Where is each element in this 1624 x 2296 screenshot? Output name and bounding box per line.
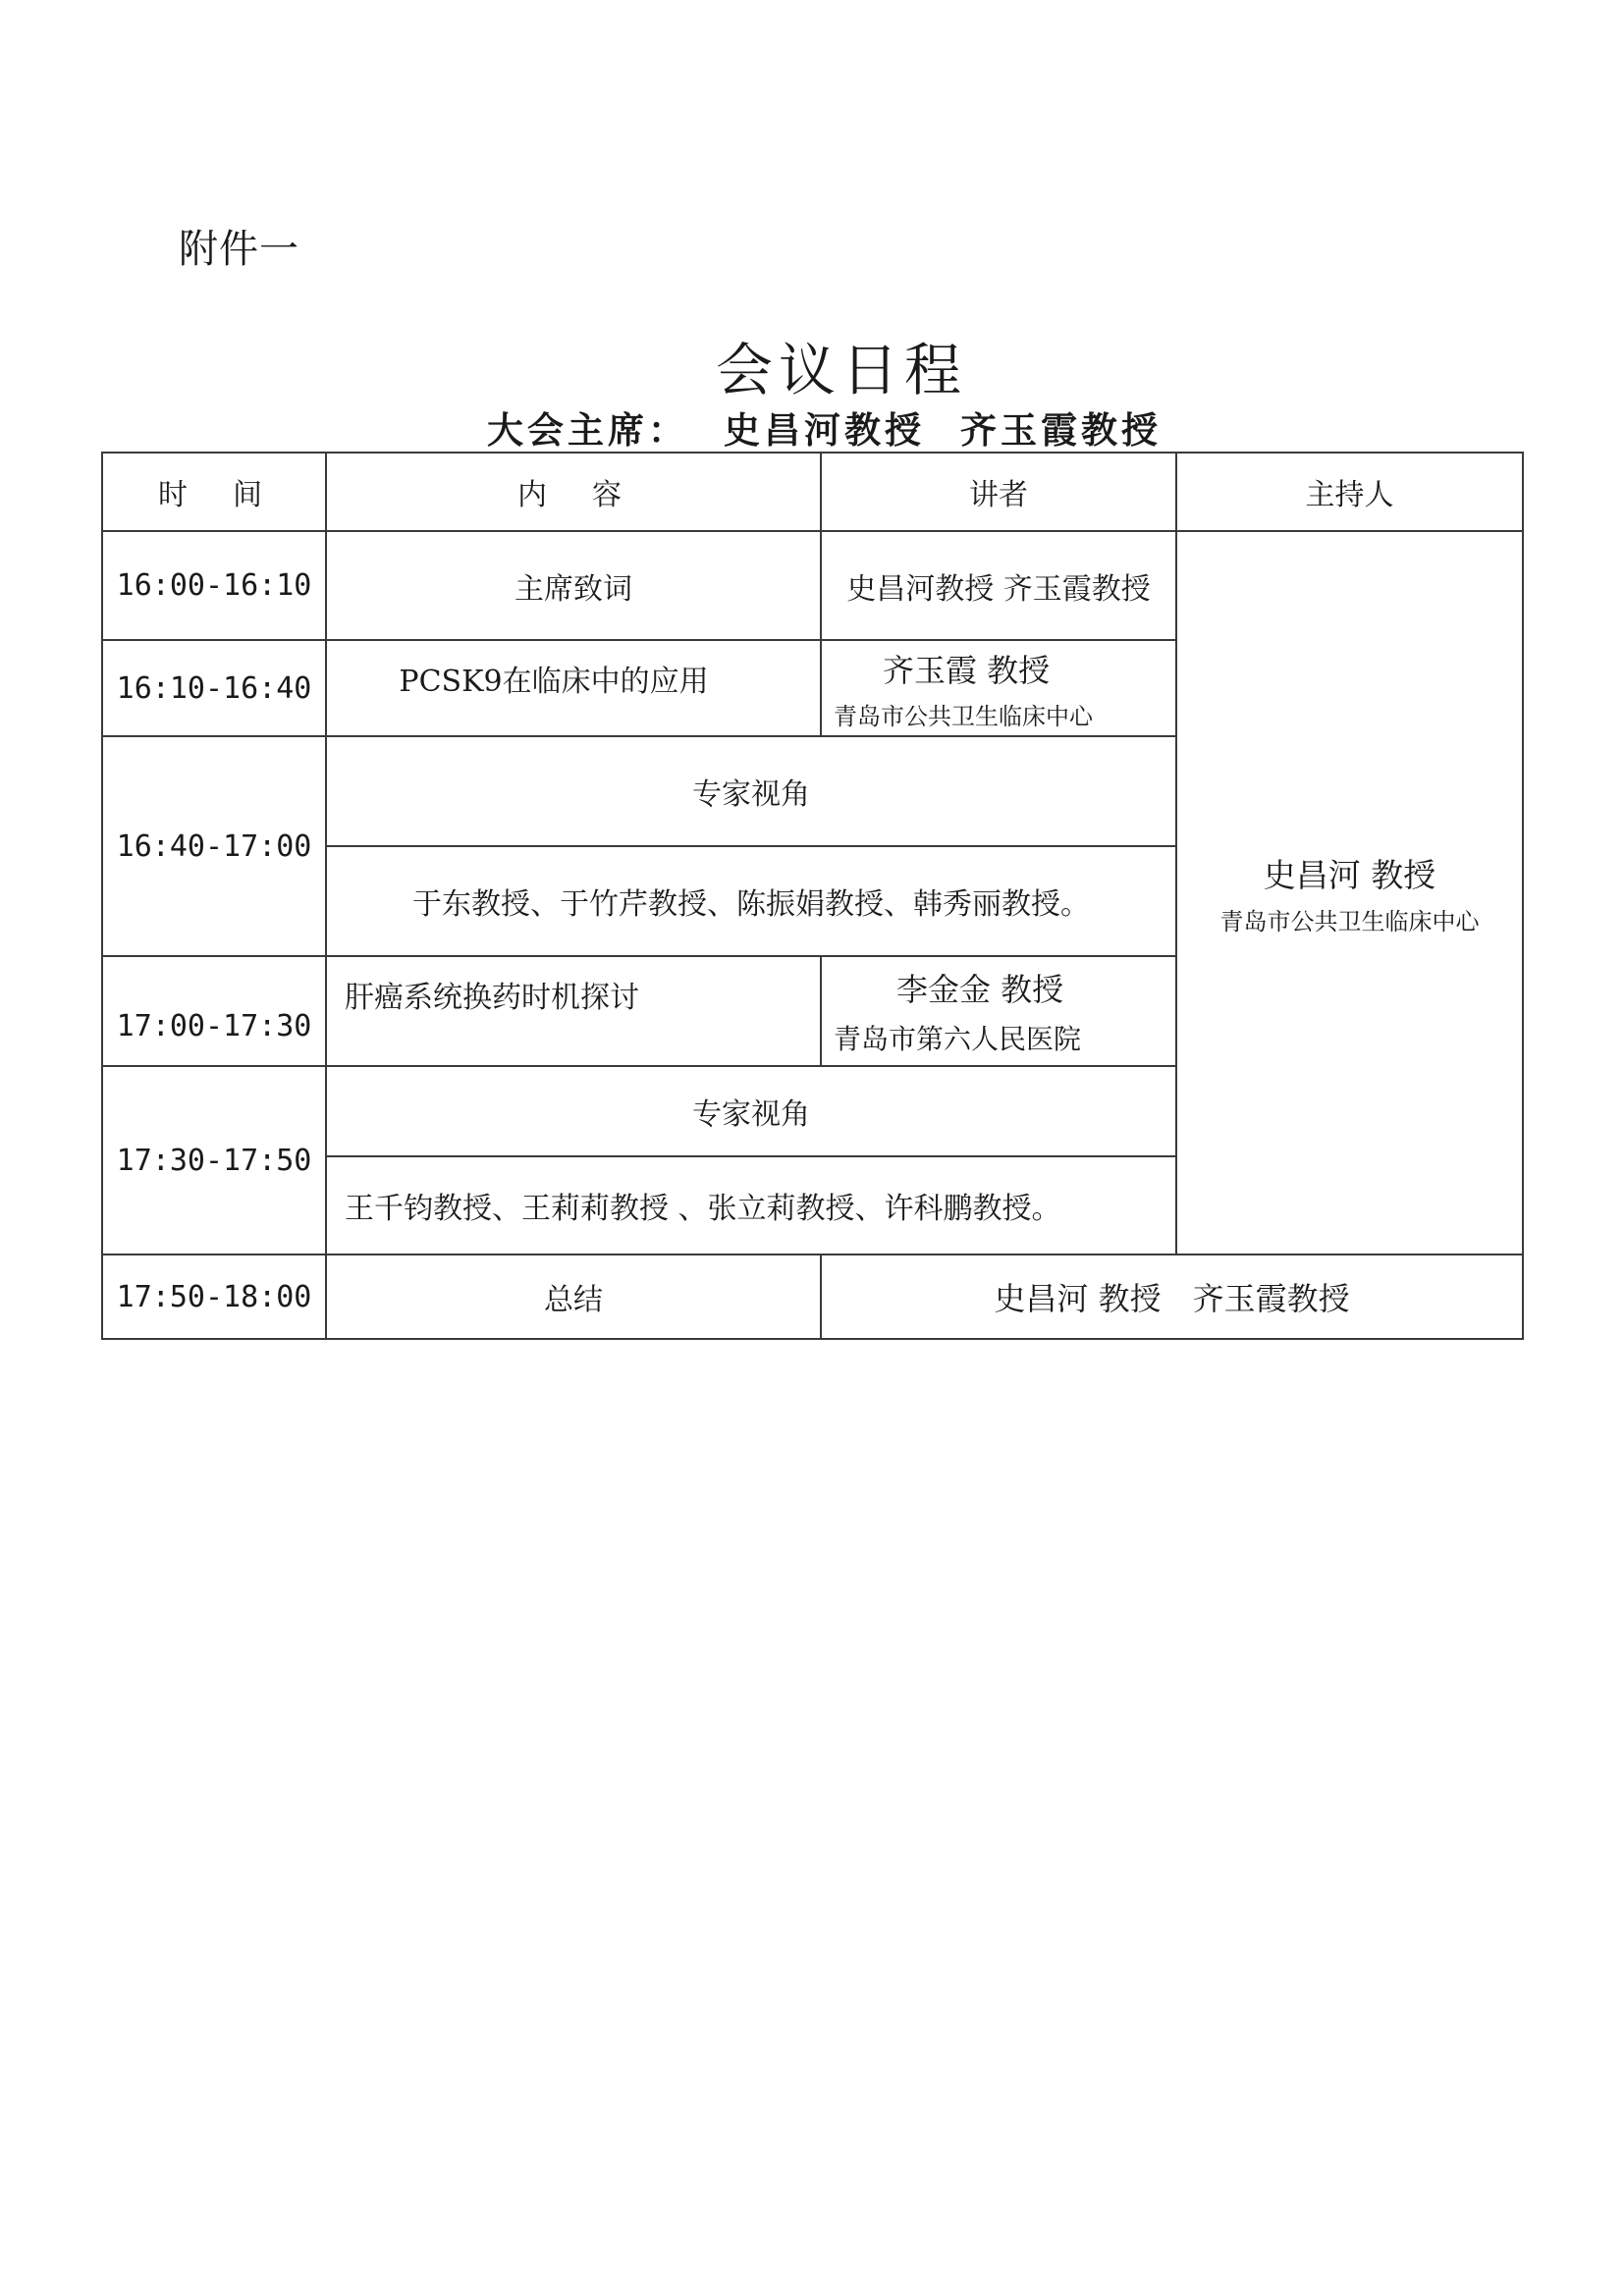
host-name: 史昌河 教授	[1263, 855, 1436, 894]
time-cell: 16:00-16:10	[102, 531, 326, 640]
speaker-cell: 史昌河教授 齐玉霞教授	[821, 531, 1176, 640]
header-time: 时 间	[102, 453, 326, 531]
header-content: 内 容	[326, 453, 821, 531]
content-text: PCSK9在临床中的应用	[399, 665, 709, 699]
speaker-cell	[821, 956, 1176, 1066]
host-cell	[1176, 531, 1523, 1255]
content-title-cell: 专家视角	[326, 736, 1176, 846]
host-org: 青岛市公共卫生临床中心	[1219, 907, 1480, 935]
schedule-table	[101, 452, 1524, 1340]
header-speaker: 讲者	[821, 453, 1176, 531]
header-host: 主持人	[1176, 453, 1523, 531]
time-cell: 16:40-17:00	[102, 736, 326, 956]
time-cell: 16:10-16:40	[102, 640, 326, 736]
speaker-cell	[821, 640, 1176, 736]
attachment-label: 附件一	[179, 227, 299, 272]
speaker-org: 青岛市公共卫生临床中心	[834, 702, 1093, 730]
table-row	[102, 1255, 1523, 1339]
content-cell	[326, 956, 821, 1066]
time-cell: 17:30-17:50	[102, 1066, 326, 1255]
chair-person-1: 史昌河教授	[724, 408, 925, 452]
content-cell	[326, 640, 821, 736]
table-row	[102, 531, 1523, 640]
content-text: 肝癌系统换药时机探讨	[345, 981, 639, 1015]
header-row	[102, 453, 1523, 531]
speaker-cell: 史昌河 教授 齐玉霞教授	[821, 1255, 1523, 1339]
speaker-name: 李金金 教授	[896, 971, 1064, 1008]
content-title-cell: 专家视角	[326, 1066, 1176, 1156]
content-cell: 总结	[326, 1255, 821, 1339]
content-detail-cell: 王千钧教授、王莉莉教授 、张立莉教授、许科鹏教授。	[326, 1156, 1176, 1255]
chair-line	[487, 400, 1162, 454]
content-detail-cell: 于东教授、于竹芹教授、陈振娟教授、韩秀丽教授。	[326, 846, 1176, 956]
time-cell: 17:50-18:00	[102, 1255, 326, 1339]
time-cell: 17:00-17:30	[102, 956, 326, 1066]
content-cell: 主席致词	[326, 531, 821, 640]
chair-person-2: 齐玉霞教授	[960, 408, 1162, 452]
speaker-org: 青岛市第六人民医院	[834, 1023, 1082, 1055]
speaker-name: 齐玉霞 教授	[883, 651, 1051, 689]
chair-label: 大会主席：	[487, 408, 688, 452]
page-title: 会议日程	[715, 337, 967, 403]
